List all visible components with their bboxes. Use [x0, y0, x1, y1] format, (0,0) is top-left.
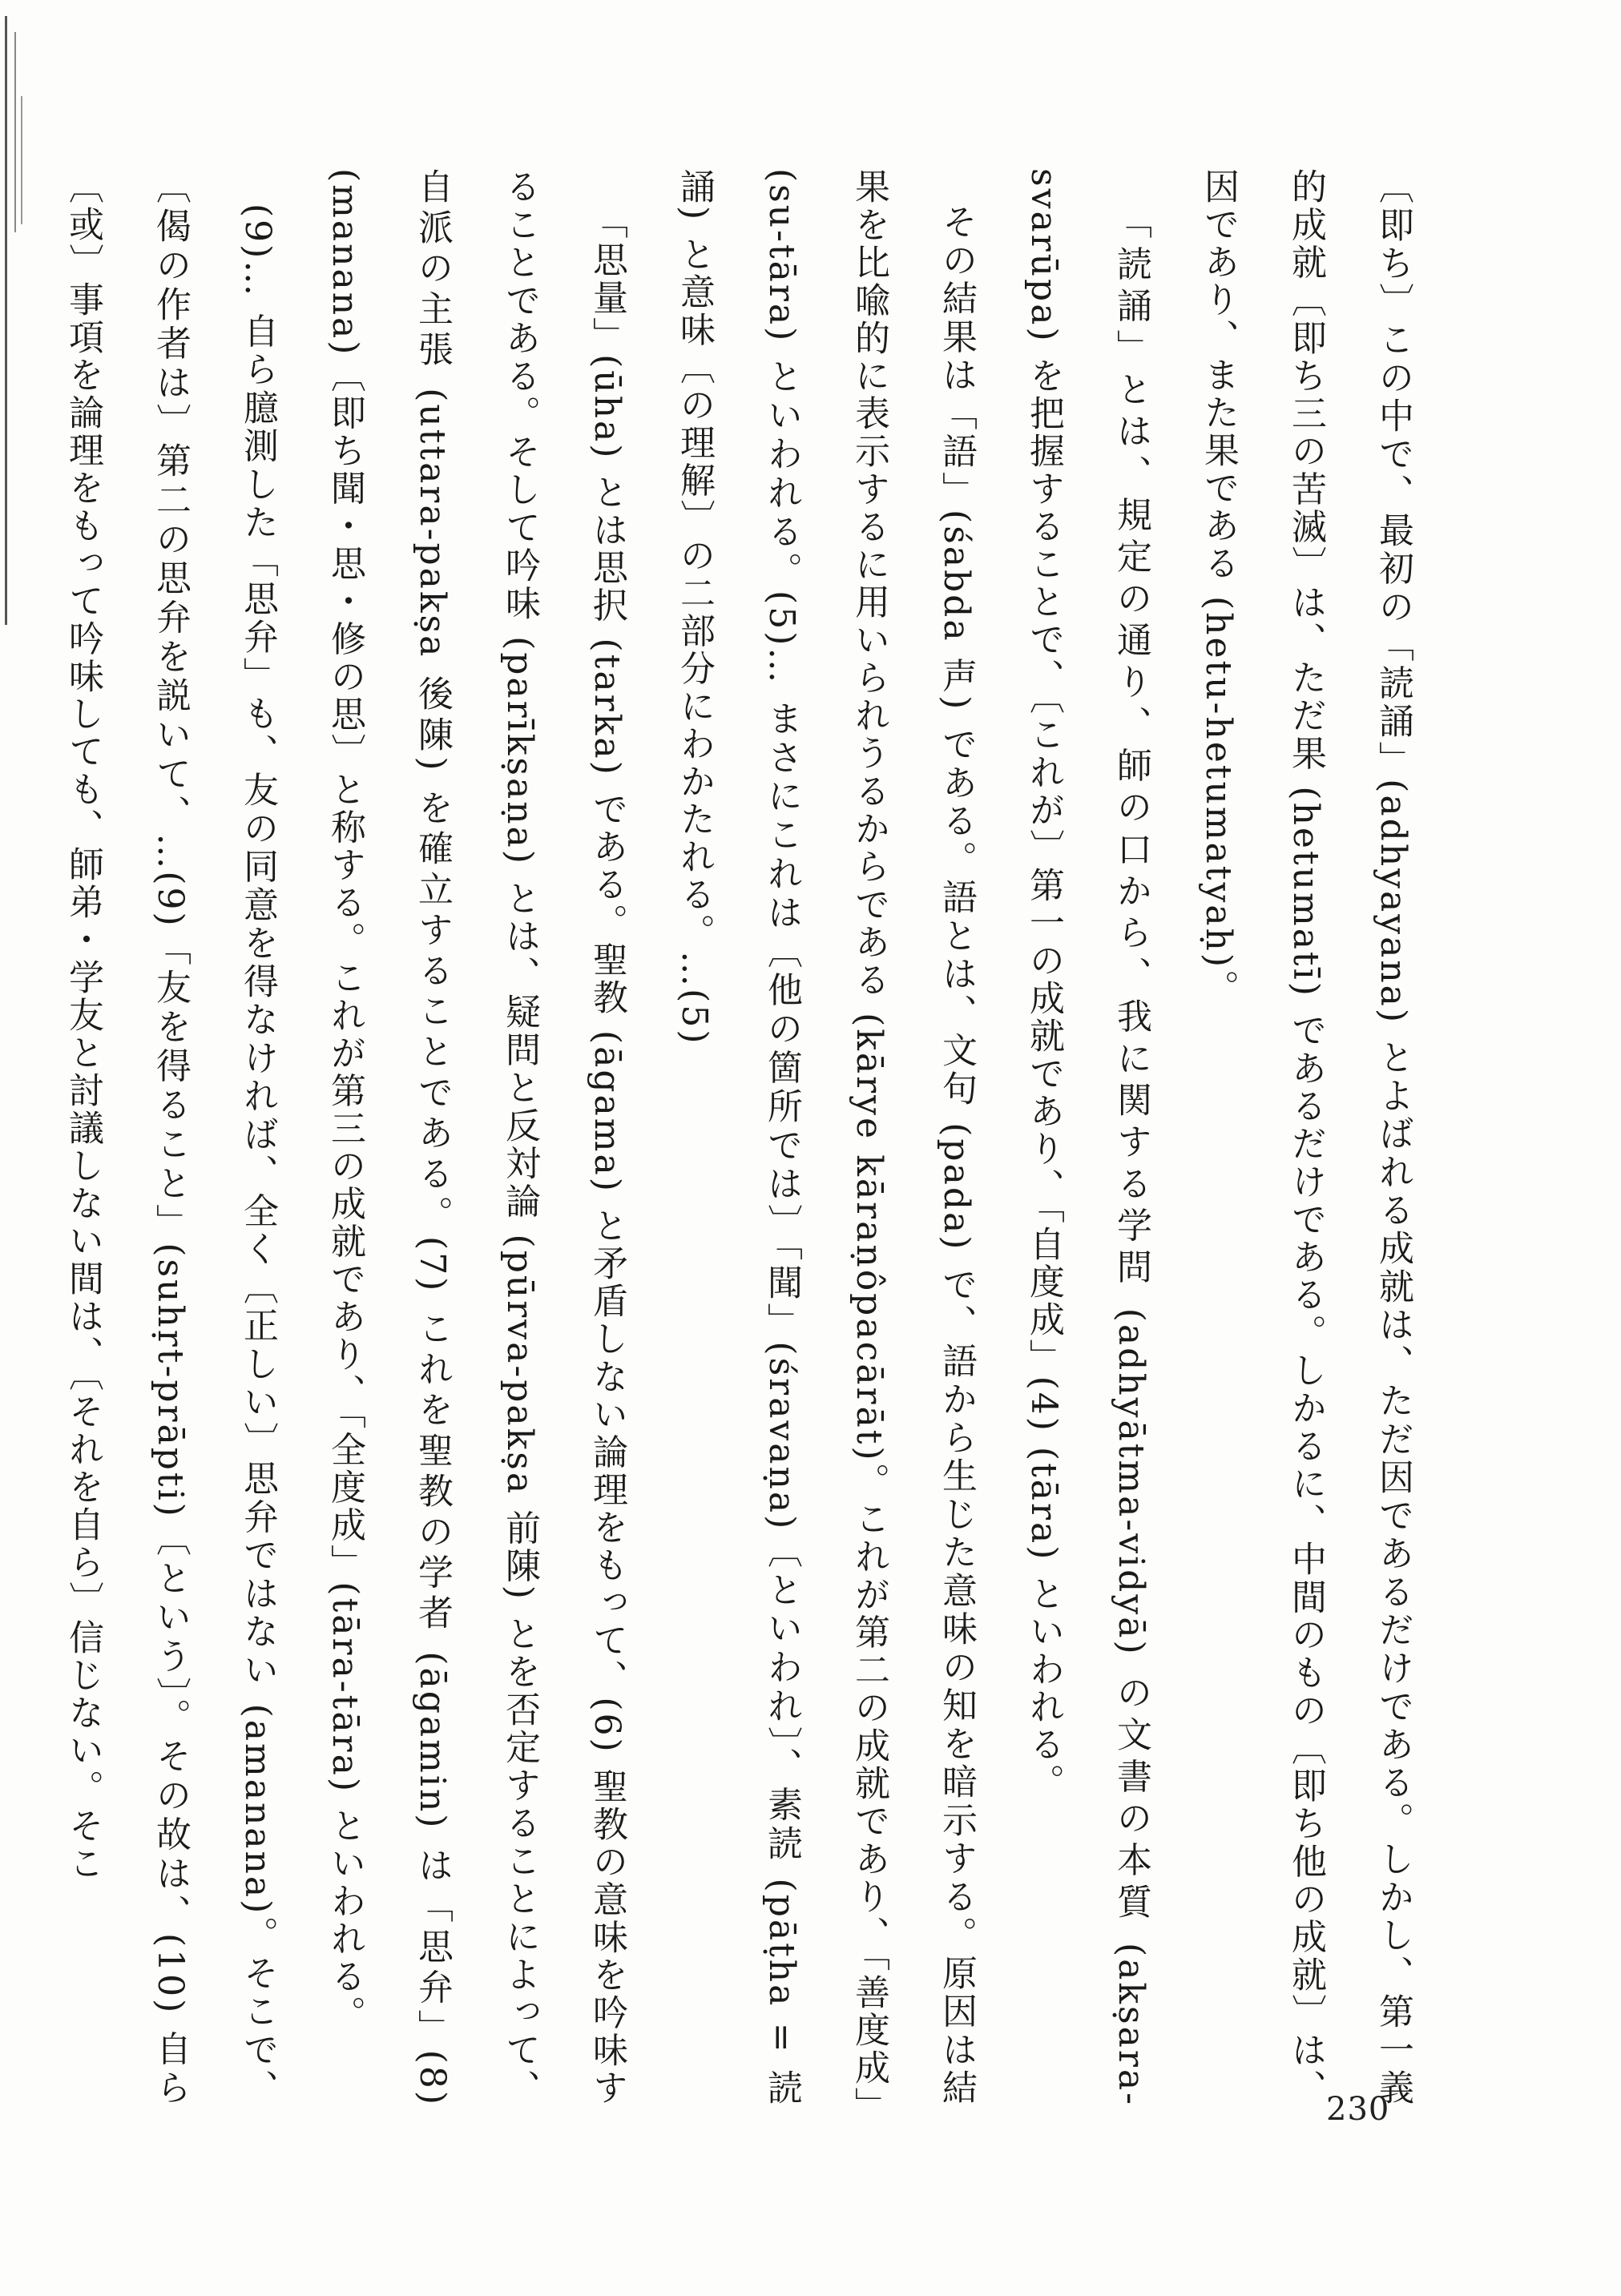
binding-edge	[0, 0, 32, 2296]
binding-shadow-line	[14, 32, 16, 232]
binding-shadow-line	[5, 16, 7, 625]
paragraph-3: その結果は「語」(śabda 声) である。語とは、文句 (pada) で、語から生じた意味の知を暗示する。原因は結果を比喩的に表示するに用いられうるからである (kārye kāraṇôpacārāt)。これが第二の成就であり、「善度成」(su-tāra) といわれる。(5)… まさにこれは〔他の箇所では〕「聞」(śravaṇa)〔といわれ〕、素読 (pāṭha = 読誦) と意味〔の理解〕の二部分にわかたれる。…(5)	[674, 168, 977, 2107]
page-number: 230	[1326, 2091, 1390, 2128]
paragraph-5: (9)… 自ら臆測した「思弁」も、友の同意を得なければ、全く〔正しい〕思弁ではない (amanana)。そこで、〔偈の作者は〕第二の思弁を説いて、…(9)「友を得ること」(suhṛt-prāpti)〔という〕。その故は、(10) 自ら〔或〕事項を論理をもって吟味しても、師弟・学友と討議しない間は、〔それを自ら〕信じない。そこ	[63, 168, 278, 2107]
paragraph-4: 「思量」(ūha) とは思択 (tarka) である。聖教 (āgama) と矛盾しない論理をもって、(6) 聖教の意味を吟味することである。そして吟味 (parīkṣaṇa) とは、疑問と反対論 (pūrva-pakṣa 前陳) とを否定することによって、自派の主張 (uttara-pakṣa 後陳) を確立することである。(7) これを聖教の学者 (āgamin) は「思弁」(8) (manana)〔即ち聞・思・修の思〕と称する。これが第三の成就であり、「全度成」(tāra-tāra) といわれる。	[325, 168, 627, 2107]
paragraph-2: 「読誦」とは、規定の通り、師の口から、我に関する学問 (adhyātma-vidyā) の文書の本質 (akṣara-svarūpa) を把握することで、〔これが〕第一の成就であり、「自度成」(4) (tāra) といわれる。	[1023, 168, 1151, 2107]
paragraph-1: 〔即ち〕この中で、最初の「読誦」(adhyayana) とよばれる成就は、ただ因であるだけである。しかし、第一義的成就〔即ち三の苦滅〕は、ただ果 (hetumatī) であるだけである。しかるに、中間のもの〔即ち他の成就〕は、因であり、また果である (hetu-hetumatyaḥ)。	[1198, 168, 1413, 2107]
vertical-body-text	[63, 168, 1437, 2107]
binding-shadow-line	[21, 96, 22, 224]
